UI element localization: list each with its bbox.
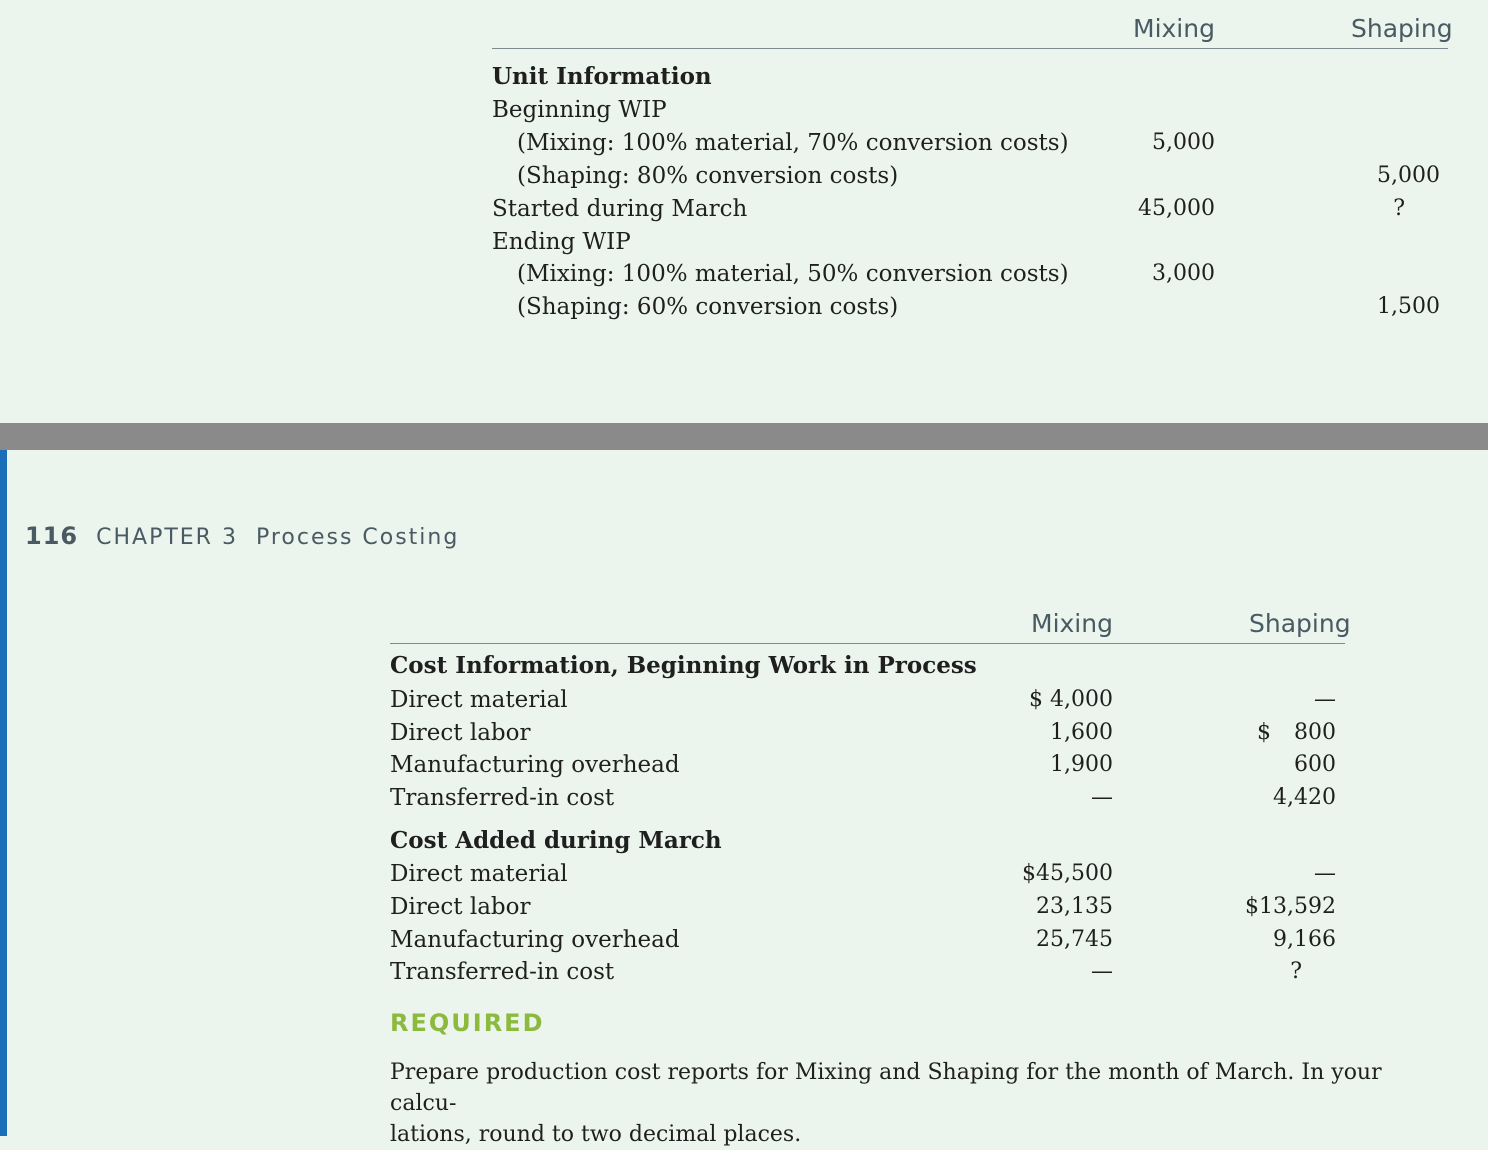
cost-row-mixing-value: 1,600	[1050, 720, 1113, 745]
unit-row-label: (Mixing: 100% material, 70% conversion costs)	[517, 130, 1069, 156]
cost-row-label: Transferred-in cost	[390, 785, 615, 811]
cost-row-label: Direct labor	[390, 720, 531, 746]
cost-row-label: Transferred-in cost	[390, 959, 615, 985]
required-heading: REQUIRED	[390, 1009, 545, 1037]
unit-row-label: Beginning WIP	[492, 97, 667, 123]
required-line-1: Prepare production cost reports for Mixing and Shaping for the month of March. In your calcu-	[390, 1060, 1382, 1116]
page-number: 116	[25, 522, 79, 550]
cost-row-shaping-value: 4,420	[1273, 785, 1336, 810]
required-paragraph	[390, 1057, 1390, 1150]
bottom-header-rule	[390, 643, 1345, 644]
chapter-title: Process Costing	[255, 525, 460, 550]
unit-row-label: Started during March	[492, 196, 748, 222]
top-page-section	[0, 0, 1488, 423]
chapter-label: CHAPTER 3	[96, 525, 238, 550]
cost-section-title: Cost Information, Beginning Work in Process	[390, 652, 977, 679]
cost-row-mixing-value: 25,745	[1036, 927, 1113, 952]
cost-row-shaping-currency: $	[1257, 720, 1271, 745]
cost-row-label: Manufacturing overhead	[390, 752, 680, 778]
cost-row-label: Direct material	[390, 687, 568, 713]
cost-row-mixing-value: —	[1091, 959, 1113, 984]
unit-row-mixing-value: 5,000	[1152, 130, 1215, 155]
unit-row-shaping-value: ?	[1393, 196, 1405, 221]
bottom-page-section	[0, 450, 1488, 1147]
cost-row-shaping-value: 9,166	[1273, 927, 1336, 952]
required-line-2: lations, round to two decimal places.	[390, 1122, 802, 1147]
cost-section-title: Cost Added during March	[390, 827, 722, 854]
bottom-col-header-mixing: Mixing	[1031, 609, 1113, 638]
cost-row-mixing-value: $45,500	[1022, 861, 1113, 886]
cost-row-shaping-value: $13,592	[1245, 894, 1336, 919]
cost-row-shaping-value: 800	[1294, 720, 1336, 745]
unit-row-label: (Mixing: 100% material, 50% conversion costs)	[517, 261, 1069, 287]
unit-row-mixing-value: 45,000	[1138, 196, 1215, 221]
cost-row-mixing-value: 23,135	[1036, 894, 1113, 919]
page-edge-bar	[0, 450, 7, 1136]
unit-row-label: Ending WIP	[492, 229, 631, 255]
cost-row-label: Manufacturing overhead	[390, 927, 680, 953]
cost-row-mixing-value: —	[1091, 785, 1113, 810]
cost-row-shaping-value: 600	[1294, 752, 1336, 777]
top-col-header-shaping: Shaping	[1351, 14, 1453, 43]
top-header-rule	[492, 48, 1448, 49]
cost-row-mixing-value: 1,900	[1050, 752, 1113, 777]
bottom-col-header-shaping: Shaping	[1249, 609, 1351, 638]
top-col-header-mixing: Mixing	[1133, 14, 1215, 43]
cost-row-shaping-value: ?	[1290, 959, 1302, 984]
unit-row-label: (Shaping: 80% conversion costs)	[517, 163, 899, 189]
cost-row-label: Direct labor	[390, 894, 531, 920]
unit-row-mixing-value: 3,000	[1152, 261, 1215, 286]
page-divider	[0, 423, 1488, 450]
top-section-title: Unit Information	[492, 63, 712, 90]
unit-row-label: (Shaping: 60% conversion costs)	[517, 294, 899, 320]
unit-row-shaping-value: 5,000	[1377, 163, 1440, 188]
unit-row-shaping-value: 1,500	[1377, 294, 1440, 319]
running-head	[25, 522, 459, 550]
cost-row-mixing-value: $ 4,000	[1029, 687, 1113, 712]
cost-row-shaping-value: —	[1314, 861, 1336, 886]
cost-row-shaping-value: —	[1314, 687, 1336, 712]
cost-row-label: Direct material	[390, 861, 568, 887]
